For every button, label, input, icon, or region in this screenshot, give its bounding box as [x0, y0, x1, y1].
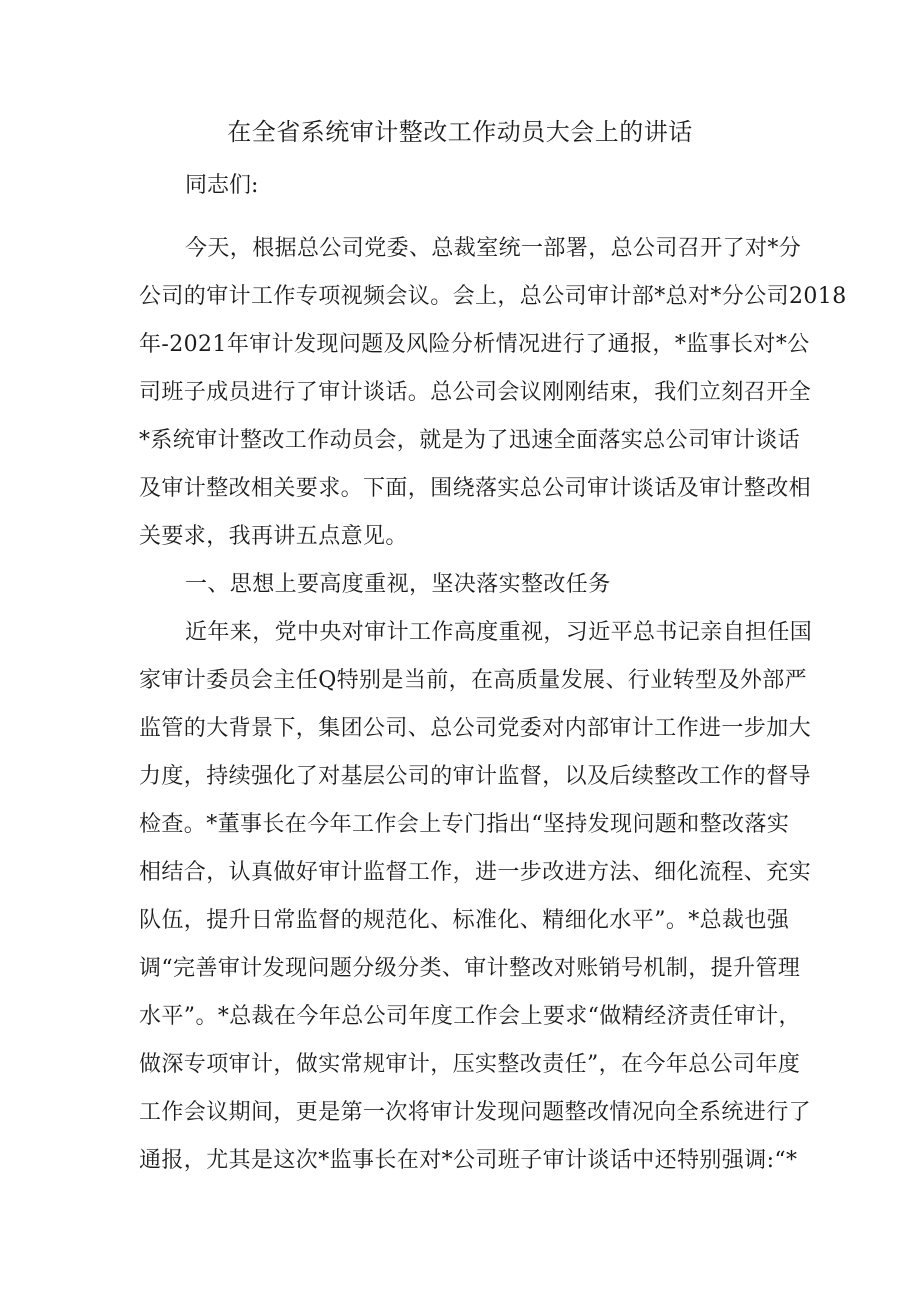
paragraph2-line: 做深专项审计，做实常规审计，压实整改责任”，在今年总公司年度: [139, 1052, 801, 1077]
paragraph2-line: 家审计委员会主任Q特别是当前，在高质量发展、行业转型及外部严: [139, 668, 808, 693]
paragraph1-line: *系统审计整改工作动员会，就是为了迅速全面落实总公司审计谈话: [139, 428, 801, 453]
paragraph1-line: 公司的审计工作专项视频会议。会上，总公司审计部*总对*分公司2018: [139, 284, 847, 309]
paragraph2-line: 近年来，党中央对审计工作高度重视，习近平总书记亲自担任国: [185, 620, 813, 645]
paragraph2-line: 监管的大背景下，集团公司、总公司党委对内部审计工作进一步加大: [139, 716, 812, 741]
salutation: 同志们:: [185, 173, 259, 198]
section-heading: 一、思想上要高度重视，坚决落实整改任务: [185, 572, 611, 597]
paragraph2-line: 相结合，认真做好审计监督工作，进一步改进方法、细化流程、充实: [139, 860, 812, 885]
paragraph1-line: 关要求，我再讲五点意见。: [139, 524, 408, 549]
paragraph2-line: 检查。*董事长在今年工作会上专门指出“坚持发现问题和整改落实: [139, 812, 790, 837]
paragraph2-line: 力度，持续强化了对基层公司的审计监督，以及后续整改工作的督导: [139, 764, 812, 789]
paragraph2-line: 调“完善审计发现问题分级分类、审计整改对账销号机制，提升管理: [139, 956, 801, 981]
paragraph2-line: 队伍，提升日常监督的规范化、标准化、精细化水平”。*总裁也强: [139, 908, 790, 933]
document-title: 在全省系统审计整改工作动员大会上的讲话: [227, 118, 693, 146]
paragraph1-line: 年-2021年审计发现问题及风险分析情况进行了通报，*监事长对*公: [139, 332, 810, 357]
paragraph1-line: 今天，根据总公司党委、总裁室统一部署，总公司召开了对*分: [185, 236, 802, 261]
paragraph1-line: 司班子成员进行了审计谈话。总公司会议刚刚结束，我们立刻召开全: [139, 380, 812, 405]
paragraph2-line: 水平”。*总裁在今年总公司年度工作会上要求“做精经济责任审计，: [139, 1004, 801, 1029]
paragraph2-line: 工作会议期间，更是第一次将审计发现问题整改情况向全系统进行了: [139, 1100, 812, 1125]
paragraph1-line: 及审计整改相关要求。下面，围绕落实总公司审计谈话及审计整改相: [139, 476, 812, 501]
paragraph2-line: 通报，尤其是这次*监事长在对*公司班子审计谈话中还特别强调:“*: [139, 1148, 798, 1173]
